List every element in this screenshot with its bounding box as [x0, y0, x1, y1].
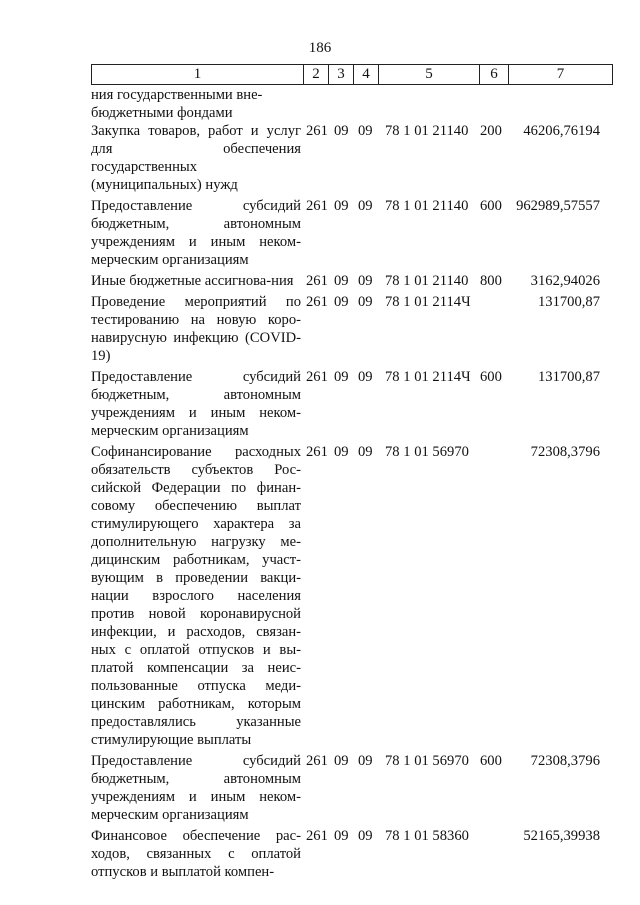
row-name: Проведение мероприятий по тестированию на новую коро-навирусную инфекцию (COVID-19): [91, 294, 301, 364]
column-header-3: 3: [329, 65, 354, 85]
row-code: 261: [306, 294, 328, 310]
column-header-7: 7: [509, 65, 613, 85]
column-header-6: 6: [480, 65, 509, 85]
row-expense-type: 600: [480, 753, 502, 769]
row-section: 09: [334, 123, 349, 139]
row-target-code: 78 1 01 56970: [385, 753, 469, 769]
row-subsection: 09: [358, 273, 373, 289]
row-section: 09: [334, 198, 349, 214]
row-name: Иные бюджетные ассигнова-ния: [91, 273, 294, 289]
table-row: [91, 752, 611, 824]
row-subsection: 09: [358, 198, 373, 214]
row-name: ния государственными вне- бюджетными фондами: [91, 87, 263, 121]
row-expense-type: 800: [480, 273, 502, 289]
table-row: [91, 827, 611, 881]
row-amount: 962989,57557: [516, 198, 600, 214]
row-code: 261: [306, 273, 328, 289]
row-expense-type: 600: [480, 369, 502, 385]
row-name: Предоставление субсидий бюджетным, автономным учреждениям и иным неком-мерческим организациям: [91, 753, 301, 823]
row-amount: 131700,87: [537, 369, 600, 385]
row-subsection: 09: [358, 294, 373, 310]
column-header-5: 5: [379, 65, 480, 85]
row-expense-type: 600: [480, 198, 502, 214]
row-target-code: 78 1 01 58360: [385, 828, 469, 844]
row-target-code: 78 1 01 2114Ч: [385, 294, 471, 310]
row-subsection: 09: [358, 828, 373, 844]
row-section: 09: [334, 828, 349, 844]
column-header-row: [92, 65, 613, 85]
row-amount: 3162,94026: [530, 273, 600, 289]
row-section: 09: [334, 273, 349, 289]
row-section: 09: [334, 753, 349, 769]
row-section: 09: [334, 294, 349, 310]
row-target-code: 78 1 01 2114Ч: [385, 369, 471, 385]
column-header-1: 1: [92, 65, 304, 85]
row-target-code: 78 1 01 21140: [385, 198, 469, 214]
row-code: 261: [306, 444, 328, 460]
row-amount: 72308,3796: [530, 444, 600, 460]
row-amount: 46206,76194: [523, 123, 600, 139]
row-code: 261: [306, 369, 328, 385]
row-name: Предоставление субсидий бюджетным, автономным учреждениям и иным неком-мерческим организациям: [91, 369, 301, 439]
row-amount: 72308,3796: [530, 753, 600, 769]
page-number: 186: [308, 40, 332, 56]
row-code: 261: [306, 123, 328, 139]
row-target-code: 78 1 01 21140: [385, 273, 469, 289]
row-name: Софинансирование расходных обязательств субъектов Рос-сийской Федерации по финан-совому обеспечению выплат стимулирующего характера за дополнительную нагрузку ме-дицинским работникам, участ-вующим в проведении вакци-нации взрослого населения против новой коронавирусной инфекции, и расходов, связан-ных с оплатой отпусков и вы-платой компенсации за неис-пользованные отпуска меди-цинским работникам, которым предоставлялись указанные стимулирующие выплаты: [91, 444, 301, 748]
column-header-2: 2: [304, 65, 329, 85]
row-code: 261: [306, 753, 328, 769]
table-row: [91, 443, 611, 749]
row-code: 261: [306, 198, 328, 214]
row-amount: 52165,39938: [523, 828, 600, 844]
table-row: [91, 293, 611, 365]
budget-table-body: [91, 86, 611, 881]
row-target-code: 78 1 01 21140: [385, 123, 469, 139]
row-subsection: 09: [358, 369, 373, 385]
column-header-table: [91, 64, 613, 85]
row-code: 261: [306, 828, 328, 844]
row-expense-type: 200: [480, 123, 502, 139]
row-section: 09: [334, 444, 349, 460]
table-row: [91, 86, 611, 120]
row-amount: 131700,87: [537, 294, 600, 310]
row-subsection: 09: [358, 753, 373, 769]
table-row: [91, 272, 611, 290]
table-row: [91, 368, 611, 440]
row-name: Закупка товаров, работ и услуг для обеспечения государственных (муниципальных) нужд: [91, 123, 301, 193]
row-name: Предоставление субсидий бюджетным, автономным учреждениям и иным неком-мерческим организациям: [91, 198, 301, 268]
row-name: Финансовое обеспечение рас-ходов, связанных с оплатой отпусков и выплатой компен-: [91, 828, 301, 880]
row-target-code: 78 1 01 56970: [385, 444, 469, 460]
column-header-4: 4: [354, 65, 379, 85]
table-row: [91, 122, 611, 194]
row-subsection: 09: [358, 444, 373, 460]
row-section: 09: [334, 369, 349, 385]
table-row: [91, 197, 611, 269]
row-subsection: 09: [358, 123, 373, 139]
